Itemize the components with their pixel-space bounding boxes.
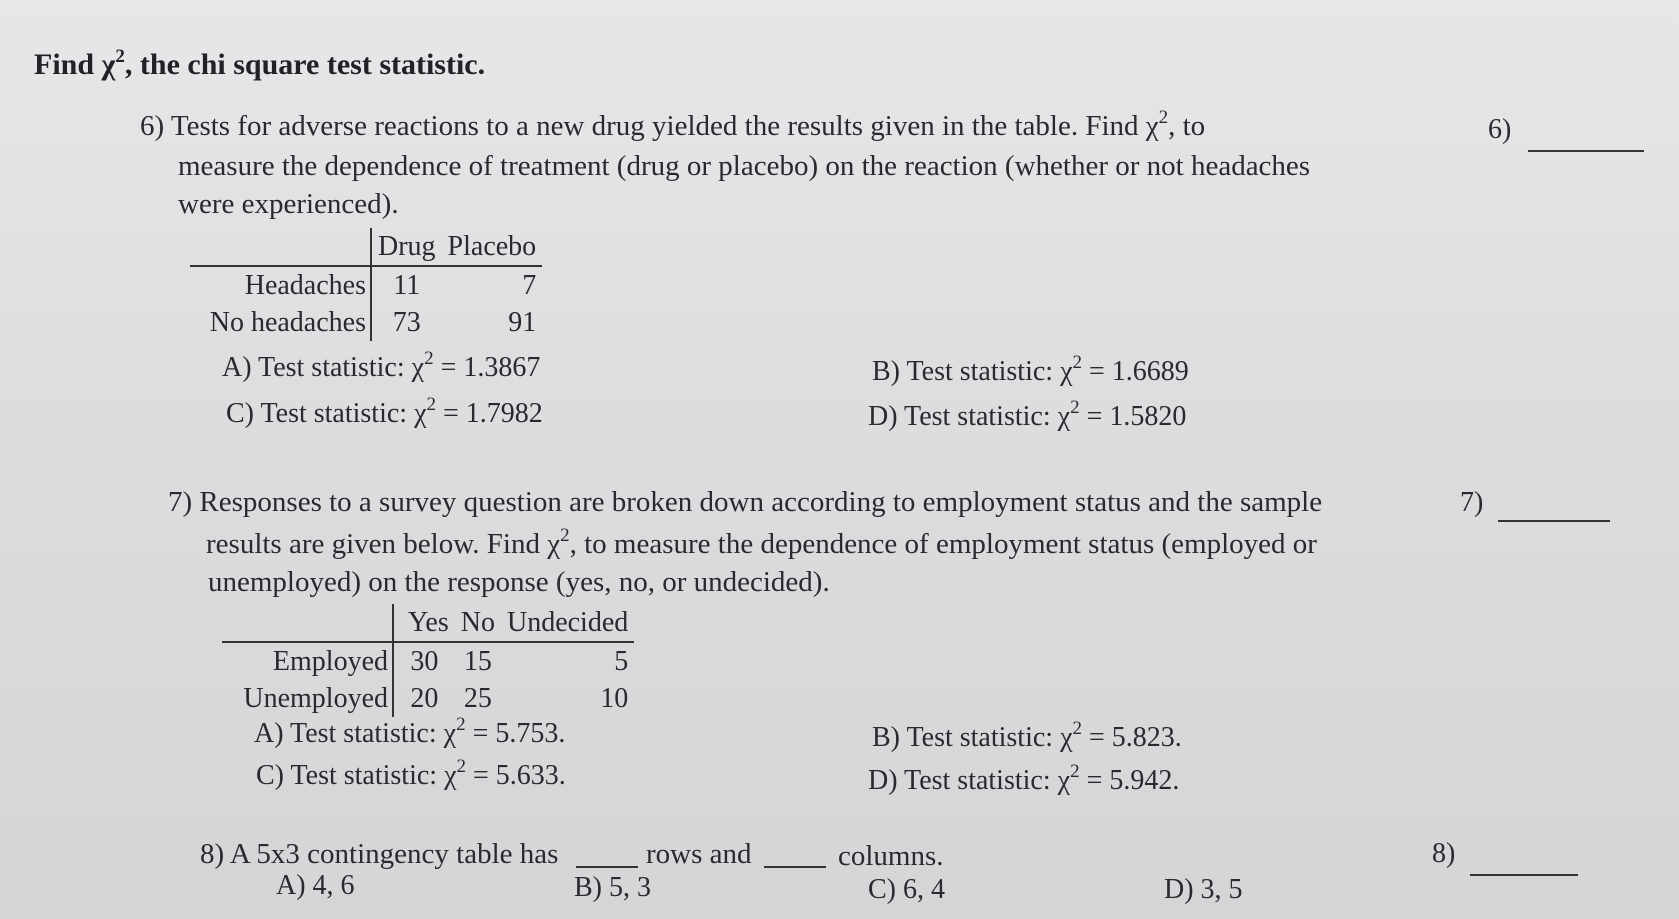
chi-symbol: χ [101,48,116,81]
row-label: Unemployed [222,680,393,717]
q7-answer-label: 7) [1460,487,1484,518]
option-letter: D) [868,765,898,796]
q6-option-d[interactable] [868,397,1187,433]
column-header: Drug [371,228,442,266]
table-cell: 25 [463,683,492,714]
table-row [190,266,542,304]
q6-number: 6) [140,110,165,142]
q7-option-b[interactable] [872,718,1182,754]
table-cell: 10 [600,683,629,714]
superscript-2: 2 [456,756,467,777]
chi-symbol: χ [547,528,561,560]
table-header-row [190,228,542,266]
option-letter: B) [872,356,900,387]
option-letter: A) [222,352,252,383]
column-header: Yes [393,604,455,642]
row-label: Headaches [190,266,371,304]
table-corner [222,604,393,642]
q7-line2-text: results are given below. Find [206,528,540,560]
q6-option-c[interactable] [226,394,543,430]
q6-answer-label: 6) [1488,114,1512,145]
q6-line1-post: , to [1168,110,1206,142]
chi-symbol: χ [1057,765,1071,796]
option-value: = 5.753. [472,718,566,749]
superscript-2: 2 [1158,107,1169,128]
option-value: = 1.3867 [440,352,541,383]
chi-symbol: χ [414,398,427,429]
option-value: 3, 5 [1200,874,1243,905]
option-text: Test statistic: [906,356,1054,387]
option-letter: D) [868,401,898,432]
q7-option-a[interactable] [254,714,566,750]
table-corner [190,228,371,266]
table-row [222,642,634,680]
superscript-2: 2 [1070,397,1080,418]
q7-line3: unemployed) on the response (yes, no, or undecided). [208,566,830,598]
option-letter: A) [276,870,306,901]
chi-symbol: χ [1060,356,1073,387]
q8-text-c: columns. [838,840,944,872]
q8-text-a: A 5x3 contingency table has [229,838,559,870]
table-cell: 30 [410,646,439,677]
q8-text-b: rows and [646,838,752,870]
q8-line1 [200,838,558,871]
option-letter: C) [256,760,284,791]
q8-option-b[interactable] [574,872,651,904]
table-cell: 7 [522,270,537,301]
table-cell: 73 [392,307,421,338]
q8-option-c[interactable] [868,874,945,906]
chi-symbol: χ [1057,401,1071,432]
superscript-2: 2 [1072,352,1083,373]
superscript-2: 2 [1072,718,1083,739]
column-header: Undecided [501,604,634,642]
q8-rows-blank[interactable] [576,866,638,868]
chi-symbol: χ [411,352,425,383]
q6-option-b[interactable] [872,352,1189,388]
option-value: = 1.5820 [1086,401,1187,432]
option-letter: D) [1164,874,1194,905]
superscript-2: 2 [456,714,466,735]
column-header: No [455,604,501,642]
option-text: Test statistic: [290,760,438,791]
q6-line1-text: Tests for adverse reactions to a new drug yielded the results given in the table. Find [170,110,1139,142]
q8-option-d[interactable] [1164,874,1243,906]
option-letter: B) [872,722,900,753]
superscript-2: 2 [115,46,125,67]
heading-suffix: , the chi square test statistic. [124,48,486,81]
chi-symbol: χ [1060,722,1073,753]
superscript-2: 2 [426,394,437,415]
option-value: = 5.633. [473,760,566,791]
heading-prefix: Find [34,48,95,81]
q7-number: 7) [168,486,193,518]
q7-line1 [168,486,1322,519]
table-cell: 11 [393,270,421,301]
q8-option-a[interactable] [276,870,355,902]
column-header: Placebo [442,228,543,266]
option-text: Test statistic: [904,401,1051,432]
page-heading [34,48,485,82]
q6-contingency-table [190,228,542,341]
table-row [222,680,634,717]
q7-contingency-table [222,604,634,717]
option-value: = 1.6689 [1089,356,1189,387]
table-header-row [222,604,634,642]
option-value: = 5.823. [1089,722,1182,753]
table-cell: 91 [508,307,537,338]
superscript-2: 2 [560,525,570,546]
option-value: = 5.942. [1086,765,1180,796]
q6-line2: measure the dependence of treatment (drug or placebo) on the reaction (whether or not headaches [178,150,1311,182]
row-label: No headaches [190,304,371,341]
q6-option-a[interactable] [222,348,541,384]
q8-answer-blank[interactable] [1470,874,1578,876]
option-letter: C) [226,398,254,429]
option-value: 6, 4 [903,874,945,905]
option-text: Test statistic: [906,722,1054,753]
option-value: = 1.7982 [443,398,543,429]
q7-line2-post: , to measure the dependence of employment status (employed or [569,528,1317,560]
option-value: 5, 3 [609,872,651,903]
q6-line1 [140,107,1206,143]
q8-number: 8) [200,838,225,870]
superscript-2: 2 [424,348,434,369]
table-cell: 20 [410,683,439,714]
q8-answer-label: 8) [1432,838,1456,869]
row-label: Employed [222,642,393,680]
chi-symbol: χ [444,760,457,791]
q7-option-d[interactable] [868,761,1180,797]
q7-line1-text: Responses to a survey question are broken down according to employment status and the sample [199,486,1323,518]
q6-answer-blank[interactable] [1528,150,1644,152]
option-letter: A) [254,718,284,749]
option-letter: B) [574,872,602,903]
option-letter: C) [868,874,896,905]
option-text: Test statistic: [290,718,437,749]
table-cell: 5 [614,646,629,677]
q7-option-c[interactable] [256,756,566,792]
q8-columns-blank[interactable] [764,866,826,868]
q7-answer-blank[interactable] [1498,520,1610,522]
q7-line2 [206,525,1317,561]
chi-symbol: χ [1145,110,1159,142]
q6-line3: were experienced). [178,188,399,220]
option-text: Test statistic: [904,765,1051,796]
table-cell: 15 [463,646,492,677]
option-text: Test statistic: [258,352,405,383]
table-row [190,304,542,341]
superscript-2: 2 [1070,761,1080,782]
option-text: Test statistic: [260,398,408,429]
option-value: 4, 6 [312,870,355,901]
chi-symbol: χ [443,718,457,749]
